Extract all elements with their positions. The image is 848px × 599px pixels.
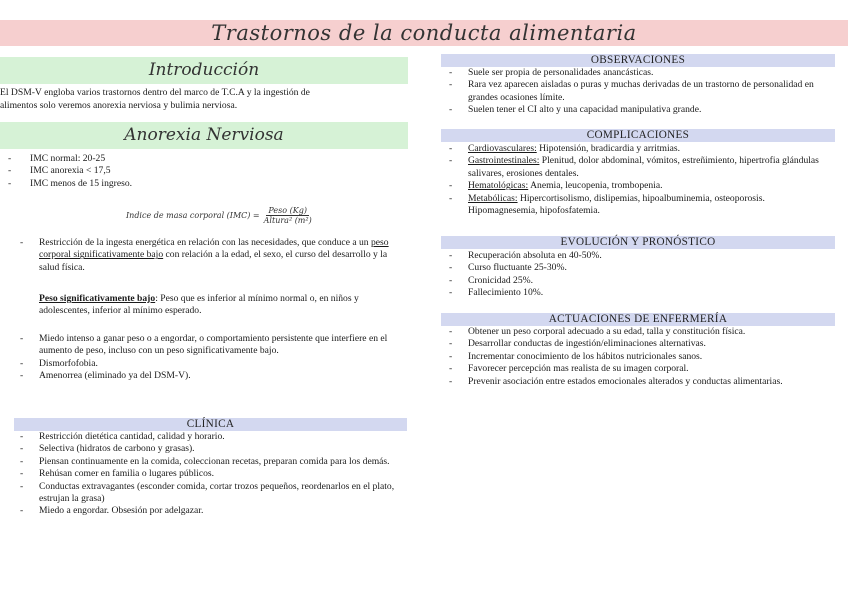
intro-text-line2: alimentos solo veremos anorexia nerviosa y bulimia nerviosa. — [0, 99, 238, 111]
list-item: - IMC menos de 15 ingreso. — [8, 177, 133, 189]
criteria-list — [13, 237, 407, 274]
clinica-list — [13, 431, 407, 518]
list-item: - Metabólicas: Hipercortisolismo, dislipemias, hipoalbuminemia, osteoporosis. Hipomagnesemia, hipofosfatemia. — [449, 192, 765, 217]
list-item: - Gastrointestinales: Plenitud, dolor abdominal, vómitos, estreñimiento, hipertrofia glándulas salivares, erosiones dentales. — [449, 155, 819, 179]
list-item: - Desarrollar conductas de ingestión/eliminaciones alternativas. — [449, 338, 706, 350]
list-item: - Suele ser propia de personalidades anancásticas. — [449, 67, 654, 78]
list-item: - Rehúsan comer en familia o lugares públicos. — [20, 468, 215, 480]
list-item: - Recuperación absoluta en 40-50%. — [449, 250, 602, 261]
list-item: - Selectiva (hidratos de carbono y grasas). — [20, 443, 195, 455]
list-item: - Piensan continuamente en la comida, coleccionan recetas, preparan comida para los demás. — [20, 455, 390, 467]
list-item: - Restricción de la ingesta energética en relación con las necesidades, que conduce a un peso corporal significativamente bajo con relación a la edad, el sexo, el curso del desarrollo y la salud física. — [20, 237, 389, 273]
observaciones-list — [442, 67, 835, 117]
evolucion-list — [442, 250, 835, 300]
list-item: - Favorecer percepción mas realista de su imagen corporal. — [449, 363, 689, 375]
criteria-more-list — [13, 333, 407, 383]
actuaciones-heading: ACTUACIONES DE ENFERMERÍA — [441, 313, 835, 326]
complicaciones-list — [442, 143, 835, 217]
list-item: - Cronicidad 25%. — [449, 274, 534, 286]
list-item: - Restricción dietética cantidad, calidad y horario. — [20, 431, 225, 442]
page-title: Trastornos de la conducta alimentaria — [211, 21, 637, 45]
peso-link-text: peso corporal significativamente bajo — [39, 237, 389, 261]
list-item: - Cardiovasculares: Hipotensión, bradicardia y arritmias. — [449, 143, 681, 154]
list-item: - Suelen tener el CI alto y una capacidad manipulativa grande. — [449, 104, 702, 116]
list-item: - IMC normal: 20-25 — [8, 153, 106, 164]
actuaciones-list — [442, 326, 835, 388]
intro-heading: Introducción — [0, 57, 408, 84]
intro-text-line1: El DSM-V engloba varios trastornos dentro del marco de T.C.A y la ingestión de — [0, 87, 310, 98]
list-item: - Fallecimiento 10%. — [449, 287, 544, 299]
formula-denominator: Altura² (m²) — [263, 216, 312, 225]
list-item: - Miedo a engordar. Obsesión por adelgazar. — [20, 505, 204, 517]
list-item: - Miedo intenso a ganar peso o a engordar, o comportamiento persistente que interfiere en el aumento de peso, incluso con un peso significativamente bajo. — [20, 333, 388, 357]
list-item: - Hematológicas: Anemia, leucopenia, trombopenia. — [449, 180, 663, 192]
list-item: - Prevenir asociación entre estados emocionales alterados y conductas alimentarias. — [449, 375, 783, 387]
formula-numerator: Peso (Kg) — [268, 206, 307, 215]
evolucion-heading: EVOLUCIÓN Y PRONÓSTICO — [441, 236, 835, 249]
observaciones-heading: OBSERVACIONES — [441, 54, 835, 67]
peso-definition: Peso significativamente bajo: Peso que es inferior al mínimo normal o, en niños y adolescentes, inferior al mínimo esperado. — [39, 293, 359, 317]
imc-formula: Indice de masa corporal (IMC) = $\frac{\text{Peso (Kg)}}{\text{Altura² (m²)}}$ — [126, 206, 312, 225]
list-item: - Incrementar conocimiento de los hábitos nutricionales sanos. — [449, 350, 703, 362]
list-item: - IMC anorexia < 17,5 — [8, 165, 111, 177]
list-item: - Amenorrea (eliminado ya del DSM-V). — [20, 370, 191, 382]
clinica-heading: CLÍNICA — [14, 418, 407, 431]
list-item: - Conductas extravagantes (esconder comida, cortar trozos pequeños, reordenarlos en el plato, estrujan la grasa) — [20, 480, 395, 505]
anorexia-heading: Anorexia Nerviosa — [0, 122, 408, 149]
list-item: - Dismorfofobia. — [20, 357, 98, 369]
list-item: - Curso fluctuante 25-30%. — [449, 262, 567, 274]
imc-list — [0, 153, 400, 190]
list-item: - Obtener un peso corporal adecuado a su edad, talla y constitución física. — [449, 326, 746, 337]
complicaciones-heading: COMPLICACIONES — [441, 129, 835, 142]
list-item: - Rara vez aparecen aisladas o puras y muchas derivadas de un trastorno de personalidad en grandes ocasiones límite. — [449, 79, 814, 103]
